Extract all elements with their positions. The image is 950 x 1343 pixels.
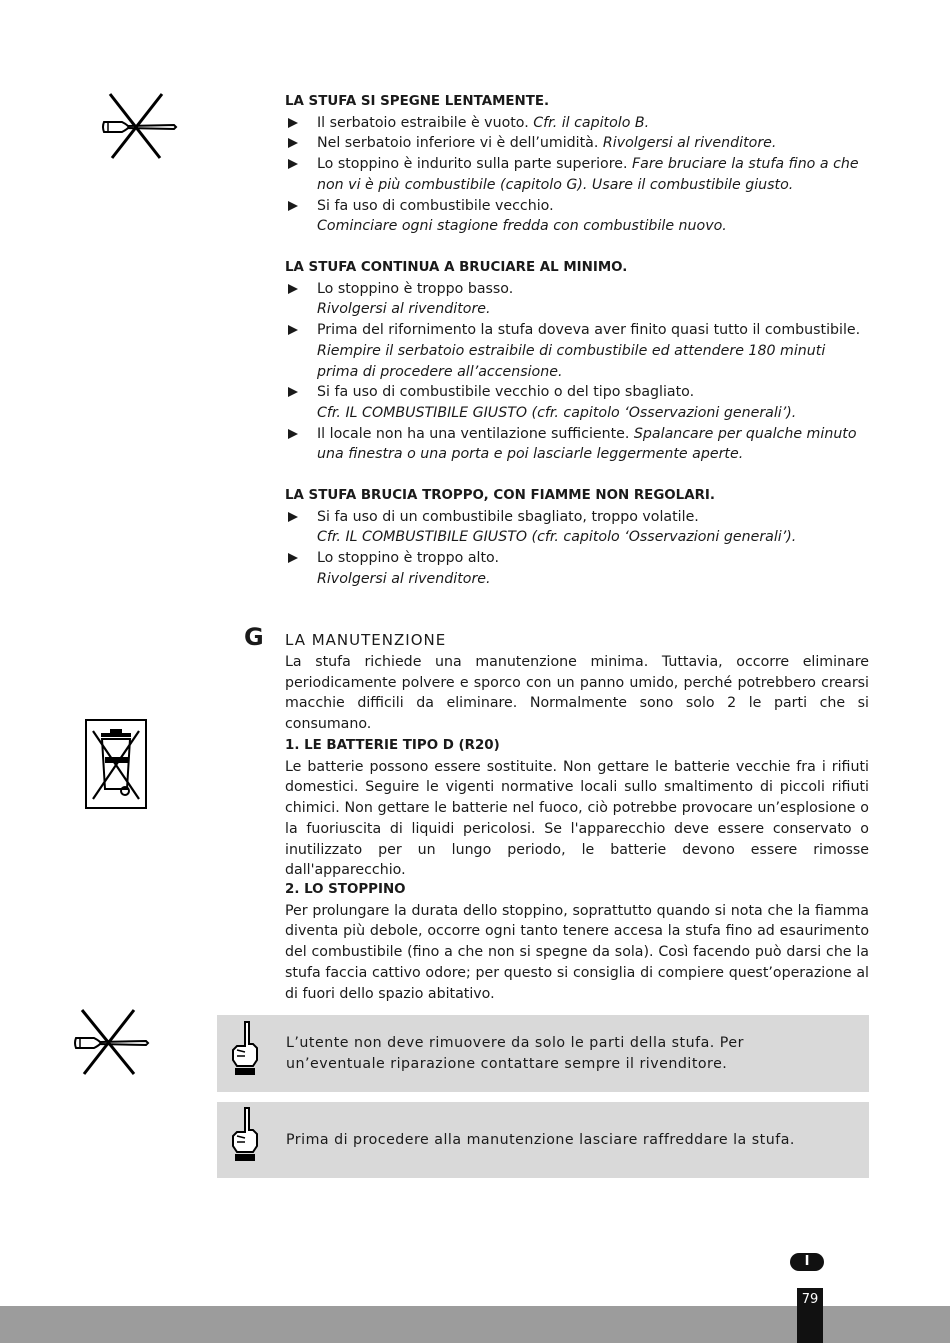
note-box	[217, 1102, 869, 1178]
list-item: Nel serbatoio inferiore vi è dell’umidità. Rivolgersi al rivenditore.	[285, 133, 869, 154]
subheading: 1. LE BATTERIE TIPO D (R20)	[285, 738, 500, 753]
list-item: Si fa uso di combustibile vecchio o del tipo sbagliato. Cfr. IL COMBUSTIBILE GIUSTO (cfr. capitolo ‘Osservazioni generali’).	[285, 382, 869, 423]
section-heading: LA STUFA CONTINUA A BRUCIARE AL MINIMO.	[285, 260, 628, 275]
section-heading: LA STUFA BRUCIA TROPPO, CON FIAMME NON REGOLARI.	[285, 488, 715, 503]
paragraph: Le batterie possono essere sostituite. Non gettare le batterie vecchie fra i rifiuti domestici. Seguire le vigenti normative locali sullo smaltimento di piccoli rifiuti chimici. Non gettare le batterie nel fuoco, ciò potrebbe provocare un’esplosione o la fuoriuscita di liquidi pericolosi. Se l'apparecchio deve essere conservato o inutilizzato per un lungo periodo, le batterie devono essere rimosse dall'apparecchio.	[285, 758, 869, 879]
chapter-intro: La stufa richiede una manutenzione minima. Tuttavia, occorre eliminare periodicamente polvere e sporco con un panno umido, perché potrebbero crearsi macchie difficili da eliminare. Normalmente sono solo 2 le parti che si consumano.	[285, 654, 869, 733]
note-text: L’utente non deve rimuovere da solo le parti della stufa. Per un’eventuale riparazione contattare sempre il rivenditore.	[286, 1035, 744, 1072]
subheading: 2. LO STOPPINO	[285, 882, 406, 897]
pointing-hand-icon	[227, 1106, 261, 1164]
bullet-list	[285, 507, 869, 590]
list-item: Si fa uso di combustibile vecchio. Cominciare ogni stagione fredda con combustibile nuovo.	[285, 196, 869, 237]
section-heading: LA STUFA SI SPEGNE LENTAMENTE.	[285, 94, 550, 109]
pointing-hand-icon	[227, 1020, 261, 1078]
list-item: Si fa uso di un combustibile sbagliato, troppo volatile. Cfr. IL COMBUSTIBILE GIUSTO (cfr. capitolo ‘Osservazioni generali’).	[285, 507, 869, 548]
bullet-list	[285, 279, 869, 465]
list-item: Lo stoppino è troppo basso. Rivolgersi al rivenditore.	[285, 279, 869, 320]
list-item: Prima del rifornimento la stufa doveva aver finito quasi tutto il combustibile. Riempire il serbatoio estraibile di combustibile ed attendere 180 minuti prima di procedere all’accensione.	[285, 320, 869, 382]
page-number: 79	[797, 1288, 823, 1343]
chapter-title: LA MANUTENZIONE	[285, 631, 447, 649]
list-item: Il locale non ha una ventilazione sufficiente. Spalancare per qualche minuto una finestra o una porta e poi lasciarle leggermente aperte.	[285, 424, 869, 465]
no-screwdriver-icon	[72, 1008, 152, 1076]
list-item: Lo stoppino è troppo alto. Rivolgersi al rivenditore.	[285, 548, 869, 589]
bullet-list	[285, 113, 869, 237]
no-screwdriver-icon	[100, 92, 180, 160]
wheelie-bin-crossed-icon	[85, 719, 147, 809]
paragraph: Per prolungare la durata dello stoppino, soprattutto quando si nota che la fiamma diventa più debole, occorre ogni tanto tenere accesa la stufa fino ad esaurimento del combustibile (fino a che non si spegne da sola). Così facendo può darsi che la stufa faccia cattivo odore; per questo si consiglia di compiere quest’operazione al di fuori dello spazio abitativo.	[285, 902, 869, 1002]
note-text: Prima di procedere alla manutenzione lasciare raffreddare la stufa.	[286, 1132, 795, 1148]
language-badge: I	[790, 1253, 824, 1271]
note-box	[217, 1015, 869, 1092]
list-item: Il serbatoio estraibile è vuoto. Cfr. il capitolo B.	[285, 113, 869, 134]
chapter-letter: G	[244, 623, 264, 651]
list-item: Lo stoppino è indurito sulla parte superiore. Fare bruciare la stufa fino a che non vi è più combustibile (capitolo G). Usare il combustibile giusto.	[285, 154, 869, 195]
